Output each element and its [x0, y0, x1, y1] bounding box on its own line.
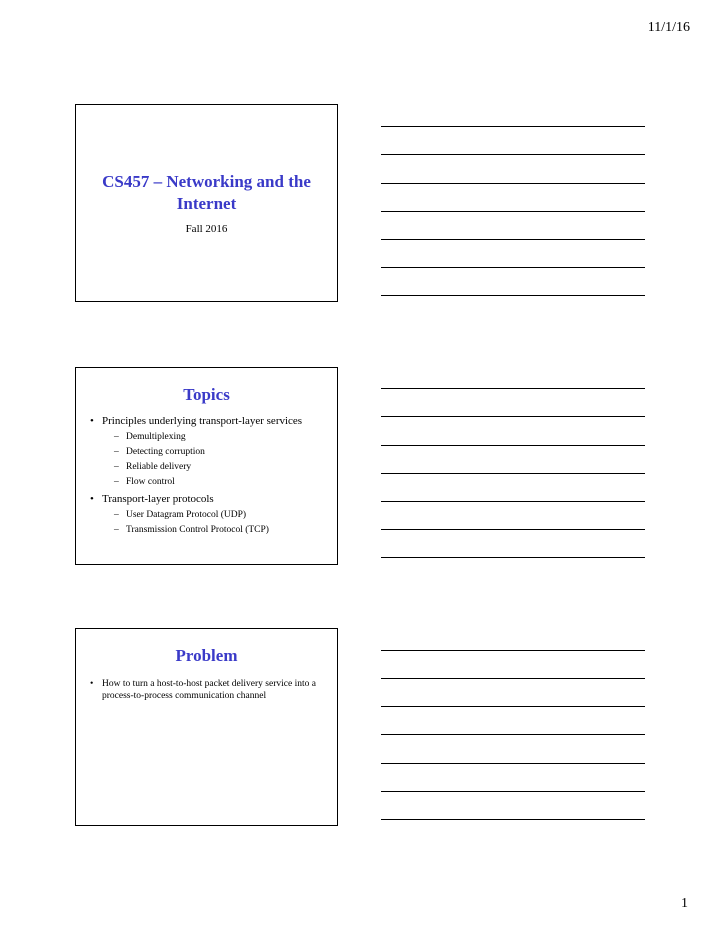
sub-bullet-item: – Detecting corruption — [102, 445, 325, 460]
slide-thumbnail-1 — [75, 104, 338, 302]
sub-bullet-item: – Transmission Control Protocol (TCP) — [102, 523, 325, 538]
note-line — [381, 734, 645, 735]
slide-title: Topics — [183, 385, 230, 404]
note-line — [381, 154, 645, 155]
slide-subtitle: Fall 2016 — [185, 223, 228, 235]
note-line — [381, 819, 645, 820]
note-line — [381, 267, 645, 268]
note-line — [381, 473, 645, 474]
bullet-item — [90, 415, 325, 490]
bullet-item — [90, 493, 325, 538]
slide-title: CS457 – Networking and the Internet — [102, 172, 311, 213]
page-number: 1 — [681, 896, 688, 911]
note-line — [381, 239, 645, 240]
sub-bullet-list — [102, 430, 325, 490]
sub-bullet-item: – Demultiplexing — [102, 430, 325, 445]
note-line — [381, 501, 645, 502]
sub-bullet-item: – Flow control — [102, 475, 325, 490]
note-line — [381, 678, 645, 679]
sub-bullet-item: – Reliable delivery — [102, 460, 325, 475]
note-line — [381, 295, 645, 296]
note-line — [381, 763, 645, 764]
note-line — [381, 791, 645, 792]
bullet-text: Principles underlying transport-layer services — [102, 415, 303, 427]
slide-thumbnail-2 — [75, 367, 338, 565]
bullet-item — [90, 678, 325, 702]
slide-title: Problem — [175, 646, 238, 665]
note-line — [381, 445, 645, 446]
note-line — [381, 416, 645, 417]
bullet-list — [90, 678, 325, 705]
note-line — [381, 211, 645, 212]
note-line — [381, 388, 645, 389]
bullet-list — [90, 415, 325, 541]
bullet-text: How to turn a host-to-host packet delivery service into a process-to-process communication channel — [102, 679, 316, 701]
note-line — [381, 529, 645, 530]
slide-thumbnail-3 — [75, 628, 338, 826]
note-line — [381, 706, 645, 707]
note-line — [381, 126, 645, 127]
note-line — [381, 183, 645, 184]
sub-bullet-item: – User Datagram Protocol (UDP) — [102, 508, 325, 523]
sub-bullet-list — [102, 508, 325, 538]
bullet-text: Transport-layer protocols — [102, 493, 214, 505]
note-line — [381, 557, 645, 558]
header-date: 11/1/16 — [647, 20, 690, 35]
note-line — [381, 650, 645, 651]
